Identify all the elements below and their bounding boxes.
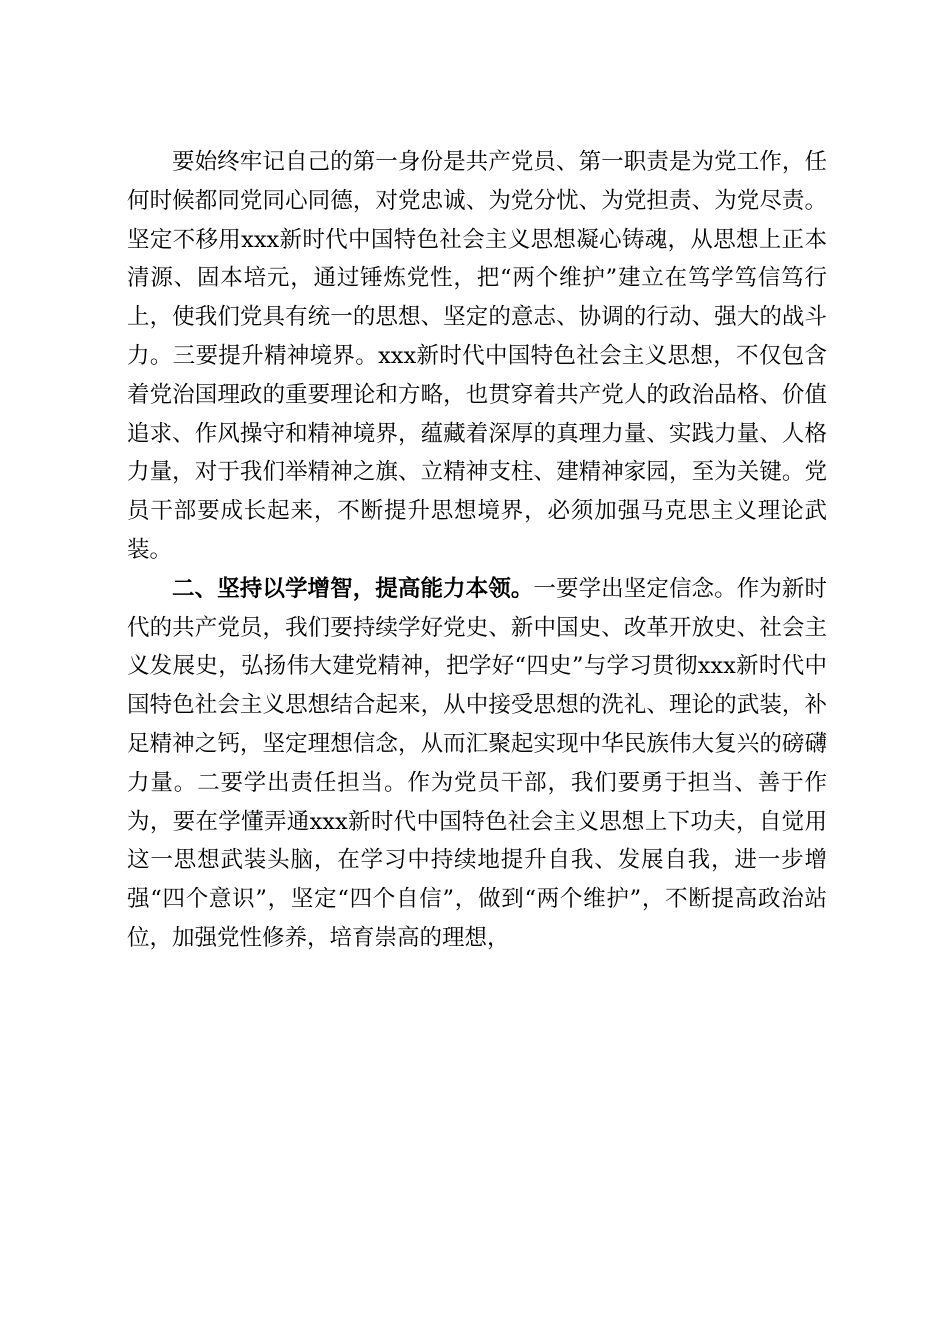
paragraph-2-text: 一要学出坚定信念。作为新时代的共产党员，我们要持续学好党史、新中国史、改革开放史、社会主义发展史，弘扬伟大建党精神，把学好“四史”与学习贯彻xxx新时代中国特色社会主义思想结合起来，从中接受思想的洗礼、理论的武装，补足精神之钙，坚定理想信念，从而汇聚起实现中华民族伟大复兴的磅礴力量。二要学出责任担当。作为党员干部，我们要勇于担当、善于作为，要在学懂弄通xxx新时代中国特色社会主义思想上下功夫，自觉用这一思想武装头脑，在学习中持续地提升自我、发展自我，进一步增强“四个意识”，坚定“四个自信”，做到“两个维护”，不断提高政治站位，加强党性修养，培育崇高的理想， [127,575,827,951]
section-heading: 二、坚持以学增智，提高能力本领。 [172,575,534,602]
paragraph-1 [127,143,827,570]
paragraph-2 [127,570,827,958]
paragraph-1-text: 要始终牢记自己的第一身份是共产党员、第一职责是为党工作，任何时候都同党同心同德，对党忠诚、为党分忧、为党担责、为党尽责。坚定不移用xxx新时代中国特色社会主义思想凝心铸魂，从思想上正本清源、固本培元，通过锤炼党性，把“两个维护”建立在笃学笃信笃行上，使我们党具有统一的思想、坚定的意志、协调的行动、强大的战斗力。三要提升精神境界。xxx新时代中国特色社会主义思想，不仅包含着党治国理政的重要理论和方略，也贯穿着共产党人的政治品格、价值追求、作风操守和精神境界，蕴藏着深厚的真理力量、实践力量、人格力量，对于我们举精神之旗、立精神支柱、建精神家园，至为关键。党员干部要成长起来，不断提升思想境界，必须加强马克思主义理论武装。 [127,149,827,563]
document-body [127,143,827,958]
